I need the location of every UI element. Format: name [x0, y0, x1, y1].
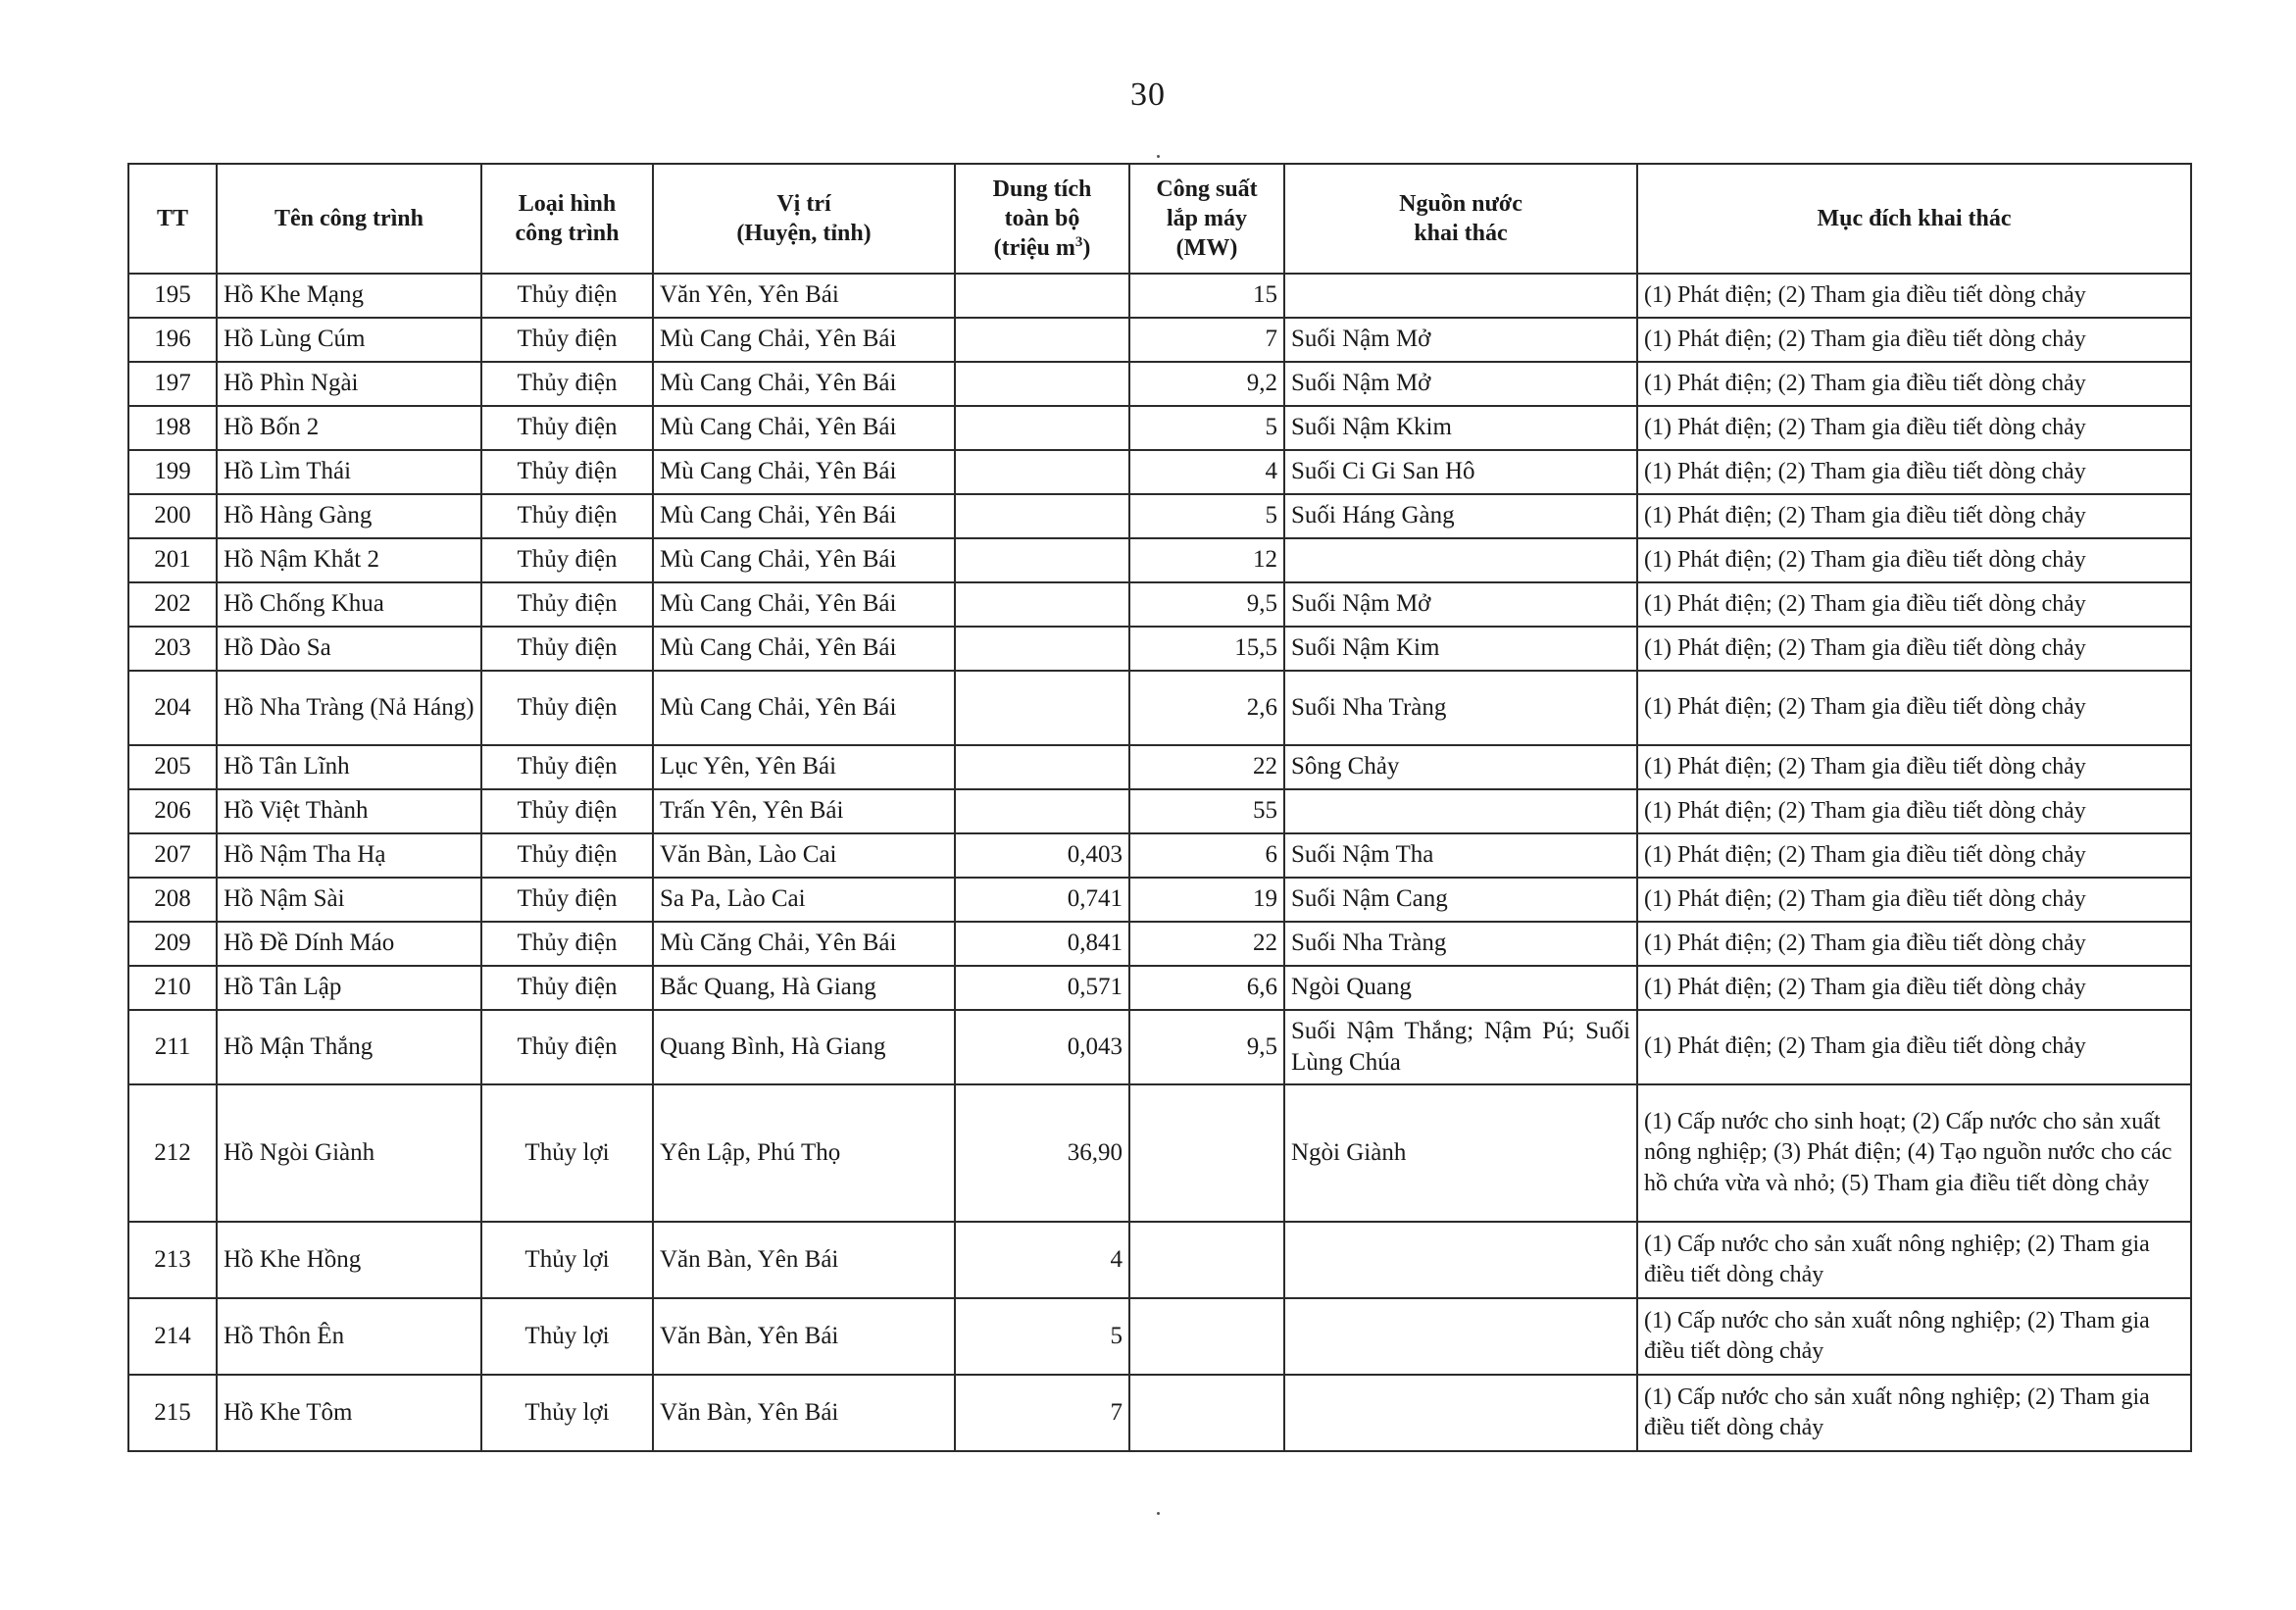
cell-purpose: (1) Phát điện; (2) Tham gia điều tiết dòng chảy — [1637, 878, 2191, 922]
header-location — [653, 164, 955, 274]
table-row — [128, 362, 2191, 406]
table-row — [128, 274, 2191, 318]
cell-location: Mù Cang Chải, Yên Bái — [653, 450, 955, 494]
cell-name: Hồ Nậm Sài — [217, 878, 481, 922]
table-body — [128, 274, 2191, 1451]
cell-source: Suối Nậm Kkim — [1284, 406, 1637, 450]
table-row — [128, 1010, 2191, 1084]
cell-type: Thủy điện — [481, 494, 653, 538]
cell-location: Mù Cang Chải, Yên Bái — [653, 494, 955, 538]
cell-capacity: 7 — [955, 1375, 1129, 1451]
cell-name: Hồ Mận Thắng — [217, 1010, 481, 1084]
header-type-line1: Loại hình — [518, 191, 617, 217]
header-type-line2: công trình — [515, 221, 620, 246]
cell-location: Mù Cang Chải, Yên Bái — [653, 406, 955, 450]
cell-purpose: (1) Phát điện; (2) Tham gia điều tiết dòng chảy — [1637, 671, 2191, 745]
cell-name: Hồ Nậm Khắt 2 — [217, 538, 481, 582]
cell-type: Thủy điện — [481, 406, 653, 450]
cell-location: Văn Bàn, Lào Cai — [653, 833, 955, 878]
table-row — [128, 1084, 2191, 1222]
cell-power: 5 — [1129, 406, 1284, 450]
cell-location: Bắc Quang, Hà Giang — [653, 966, 955, 1010]
header-power-line2: lắp máy — [1166, 206, 1247, 231]
cell-capacity: 36,90 — [955, 1084, 1129, 1222]
cell-location: Trấn Yên, Yên Bái — [653, 789, 955, 833]
cell-power — [1129, 1375, 1284, 1451]
table-row — [128, 966, 2191, 1010]
cell-type: Thủy điện — [481, 745, 653, 789]
cell-source: Suối Nha Tràng — [1284, 671, 1637, 745]
header-capacity — [955, 164, 1129, 274]
cell-type: Thủy điện — [481, 627, 653, 671]
cell-name: Hồ Tân Lập — [217, 966, 481, 1010]
cell-purpose: (1) Cấp nước cho sinh hoạt; (2) Cấp nước cho sản xuất nông nghiệp; (3) Phát điện; (4) Tạo nguồn nước cho các hồ chứa vừa và nhỏ; (5) Tham gia điều tiết dòng chảy — [1637, 1084, 2191, 1222]
cell-source: Suối Ci Gi San Hô — [1284, 450, 1637, 494]
cell-type: Thủy điện — [481, 878, 653, 922]
cell-purpose: (1) Phát điện; (2) Tham gia điều tiết dòng chảy — [1637, 318, 2191, 362]
cell-type: Thủy điện — [481, 362, 653, 406]
header-capacity-line2: toàn bộ — [1004, 206, 1080, 231]
table-row — [128, 450, 2191, 494]
cell-capacity: 5 — [955, 1298, 1129, 1375]
cell-source — [1284, 1222, 1637, 1298]
cell-source: Suối Nậm Kim — [1284, 627, 1637, 671]
cell-tt: 202 — [128, 582, 217, 627]
cell-capacity: 0,741 — [955, 878, 1129, 922]
cell-power: 12 — [1129, 538, 1284, 582]
cell-capacity: 4 — [955, 1222, 1129, 1298]
cell-tt: 206 — [128, 789, 217, 833]
cell-power: 7 — [1129, 318, 1284, 362]
cell-tt: 195 — [128, 274, 217, 318]
table-row — [128, 671, 2191, 745]
cell-tt: 207 — [128, 833, 217, 878]
cell-purpose: (1) Cấp nước cho sản xuất nông nghiệp; (2) Tham gia điều tiết dòng chảy — [1637, 1222, 2191, 1298]
cell-purpose: (1) Cấp nước cho sản xuất nông nghiệp; (2) Tham gia điều tiết dòng chảy — [1637, 1298, 2191, 1375]
cell-location: Văn Yên, Yên Bái — [653, 274, 955, 318]
cell-type: Thủy điện — [481, 1010, 653, 1084]
table-row — [128, 1222, 2191, 1298]
cell-power: 19 — [1129, 878, 1284, 922]
cell-type: Thủy điện — [481, 671, 653, 745]
scan-mark-bottom — [1157, 1512, 1160, 1515]
cell-location: Sa Pa, Lào Cai — [653, 878, 955, 922]
cell-source: Suối Nậm Mở — [1284, 362, 1637, 406]
cell-location: Mù Cang Chải, Yên Bái — [653, 671, 955, 745]
cell-location: Mù Căng Chải, Yên Bái — [653, 922, 955, 966]
table-row — [128, 745, 2191, 789]
cell-type: Thủy điện — [481, 274, 653, 318]
cell-name: Hồ Chống Khua — [217, 582, 481, 627]
cell-power: 4 — [1129, 450, 1284, 494]
cell-purpose: (1) Phát điện; (2) Tham gia điều tiết dòng chảy — [1637, 450, 2191, 494]
cell-tt: 211 — [128, 1010, 217, 1084]
cell-power — [1129, 1298, 1284, 1375]
cell-power: 9,5 — [1129, 582, 1284, 627]
cell-location: Yên Lập, Phú Thọ — [653, 1084, 955, 1222]
header-purpose: Mục đích khai thác — [1637, 164, 2191, 274]
header-source-line1: Nguồn nước — [1399, 191, 1522, 217]
table-row — [128, 1298, 2191, 1375]
cell-source: Suối Nha Tràng — [1284, 922, 1637, 966]
cell-power: 22 — [1129, 745, 1284, 789]
cell-capacity — [955, 274, 1129, 318]
cell-location: Văn Bàn, Yên Bái — [653, 1375, 955, 1451]
cell-power: 55 — [1129, 789, 1284, 833]
cell-source: Suối Nậm Tha — [1284, 833, 1637, 878]
table-row — [128, 789, 2191, 833]
cell-capacity — [955, 789, 1129, 833]
cell-tt: 197 — [128, 362, 217, 406]
header-type — [481, 164, 653, 274]
cell-capacity — [955, 745, 1129, 789]
cell-type: Thủy lợi — [481, 1375, 653, 1451]
cell-purpose: (1) Cấp nước cho sản xuất nông nghiệp; (2) Tham gia điều tiết dòng chảy — [1637, 1375, 2191, 1451]
cell-power: 15 — [1129, 274, 1284, 318]
scan-mark-top — [1157, 155, 1160, 158]
cell-location: Mù Cang Chải, Yên Bái — [653, 582, 955, 627]
cell-name: Hồ Đề Dính Máo — [217, 922, 481, 966]
cell-location: Văn Bàn, Yên Bái — [653, 1222, 955, 1298]
cell-tt: 201 — [128, 538, 217, 582]
table-row — [128, 878, 2191, 922]
cell-tt: 199 — [128, 450, 217, 494]
cell-purpose: (1) Phát điện; (2) Tham gia điều tiết dòng chảy — [1637, 274, 2191, 318]
cell-source: Ngòi Giành — [1284, 1084, 1637, 1222]
cell-type: Thủy điện — [481, 922, 653, 966]
cell-type: Thủy lợi — [481, 1222, 653, 1298]
cell-capacity — [955, 494, 1129, 538]
cell-tt: 214 — [128, 1298, 217, 1375]
cell-power — [1129, 1084, 1284, 1222]
cell-tt: 198 — [128, 406, 217, 450]
page-number: 30 — [1130, 76, 1166, 113]
cell-location: Mù Cang Chải, Yên Bái — [653, 318, 955, 362]
cell-location: Quang Bình, Hà Giang — [653, 1010, 955, 1084]
cell-location: Văn Bàn, Yên Bái — [653, 1298, 955, 1375]
cell-power — [1129, 1222, 1284, 1298]
cell-capacity — [955, 627, 1129, 671]
cell-capacity: 0,841 — [955, 922, 1129, 966]
cell-source: Suối Nậm Mở — [1284, 318, 1637, 362]
cell-source — [1284, 274, 1637, 318]
cell-capacity: 0,403 — [955, 833, 1129, 878]
cell-location: Mù Cang Chải, Yên Bái — [653, 538, 955, 582]
cell-name: Hồ Nậm Tha Hạ — [217, 833, 481, 878]
cell-capacity — [955, 362, 1129, 406]
cell-purpose: (1) Phát điện; (2) Tham gia điều tiết dòng chảy — [1637, 745, 2191, 789]
cell-name: Hồ Hàng Gàng — [217, 494, 481, 538]
cell-name: Hồ Bốn 2 — [217, 406, 481, 450]
cell-power: 15,5 — [1129, 627, 1284, 671]
cell-capacity — [955, 671, 1129, 745]
cell-tt: 205 — [128, 745, 217, 789]
cell-name: Hồ Thôn Ên — [217, 1298, 481, 1375]
cell-location: Mù Cang Chải, Yên Bái — [653, 362, 955, 406]
cell-tt: 200 — [128, 494, 217, 538]
cell-purpose: (1) Phát điện; (2) Tham gia điều tiết dòng chảy — [1637, 362, 2191, 406]
cell-type: Thủy điện — [481, 318, 653, 362]
header-location-line2: (Huyện, tỉnh) — [736, 221, 872, 246]
cell-location: Mù Cang Chải, Yên Bái — [653, 627, 955, 671]
cell-name: Hồ Việt Thành — [217, 789, 481, 833]
table-row — [128, 494, 2191, 538]
cell-name: Hồ Khe Hồng — [217, 1222, 481, 1298]
cell-tt: 204 — [128, 671, 217, 745]
cell-type: Thủy lợi — [481, 1084, 653, 1222]
cell-type: Thủy điện — [481, 833, 653, 878]
cell-tt: 212 — [128, 1084, 217, 1222]
cell-power: 9,2 — [1129, 362, 1284, 406]
header-name: Tên công trình — [217, 164, 481, 274]
cell-purpose: (1) Phát điện; (2) Tham gia điều tiết dòng chảy — [1637, 627, 2191, 671]
cell-name: Hồ Dào Sa — [217, 627, 481, 671]
cell-source — [1284, 1375, 1637, 1451]
cell-type: Thủy điện — [481, 450, 653, 494]
cell-purpose: (1) Phát điện; (2) Tham gia điều tiết dòng chảy — [1637, 582, 2191, 627]
header-source — [1284, 164, 1637, 274]
cell-tt: 215 — [128, 1375, 217, 1451]
cell-name: Hồ Nha Tràng (Nả Háng) — [217, 671, 481, 745]
cell-type: Thủy điện — [481, 966, 653, 1010]
table-header-row — [128, 164, 2191, 274]
cell-tt: 196 — [128, 318, 217, 362]
cell-type: Thủy lợi — [481, 1298, 653, 1375]
header-power — [1129, 164, 1284, 274]
cell-source: Suối Nậm Mở — [1284, 582, 1637, 627]
cell-capacity — [955, 450, 1129, 494]
table-row — [128, 922, 2191, 966]
cell-source — [1284, 789, 1637, 833]
cell-power: 6,6 — [1129, 966, 1284, 1010]
header-location-line1: Vị trí — [776, 191, 831, 217]
cell-tt: 203 — [128, 627, 217, 671]
table-row — [128, 406, 2191, 450]
header-capacity-line1: Dung tích — [992, 176, 1092, 202]
cell-name: Hồ Khe Tôm — [217, 1375, 481, 1451]
cell-source: Suối Háng Gàng — [1284, 494, 1637, 538]
header-capacity-line3: (triệu m — [993, 235, 1075, 261]
cell-tt: 213 — [128, 1222, 217, 1298]
cell-purpose: (1) Phát điện; (2) Tham gia điều tiết dòng chảy — [1637, 538, 2191, 582]
cell-source: Suối Nậm Thắng; Nậm Pú; Suối Lùng Chúa — [1284, 1010, 1637, 1084]
cell-source — [1284, 538, 1637, 582]
cell-name: Hồ Lìm Thái — [217, 450, 481, 494]
cell-type: Thủy điện — [481, 538, 653, 582]
cell-capacity — [955, 406, 1129, 450]
cell-name: Hồ Lùng Cúm — [217, 318, 481, 362]
cell-power: 2,6 — [1129, 671, 1284, 745]
cell-name: Hồ Phìn Ngài — [217, 362, 481, 406]
cell-capacity — [955, 582, 1129, 627]
cell-power: 5 — [1129, 494, 1284, 538]
table-row — [128, 538, 2191, 582]
table-row — [128, 582, 2191, 627]
header-source-line2: khai thác — [1414, 221, 1508, 246]
cell-capacity — [955, 318, 1129, 362]
header-power-line1: Công suất — [1156, 176, 1258, 202]
cell-type: Thủy điện — [481, 582, 653, 627]
cell-name: Hồ Ngòi Giành — [217, 1084, 481, 1222]
header-tt: TT — [128, 164, 217, 274]
cell-purpose: (1) Phát điện; (2) Tham gia điều tiết dòng chảy — [1637, 494, 2191, 538]
cell-name: Hồ Tân Lĩnh — [217, 745, 481, 789]
cell-purpose: (1) Phát điện; (2) Tham gia điều tiết dòng chảy — [1637, 966, 2191, 1010]
cell-name: Hồ Khe Mạng — [217, 274, 481, 318]
table-row — [128, 1375, 2191, 1451]
cell-type: Thủy điện — [481, 789, 653, 833]
cell-source: Sông Chảy — [1284, 745, 1637, 789]
cell-power: 22 — [1129, 922, 1284, 966]
cell-purpose: (1) Phát điện; (2) Tham gia điều tiết dòng chảy — [1637, 789, 2191, 833]
header-power-line3: (MW) — [1175, 235, 1238, 261]
table-row — [128, 318, 2191, 362]
header-capacity-sup: 3 — [1074, 234, 1083, 250]
cell-purpose: (1) Phát điện; (2) Tham gia điều tiết dòng chảy — [1637, 1010, 2191, 1084]
cell-source — [1284, 1298, 1637, 1375]
header-capacity-close: ) — [1082, 235, 1091, 261]
cell-location: Lục Yên, Yên Bái — [653, 745, 955, 789]
cell-capacity — [955, 538, 1129, 582]
cell-source: Ngòi Quang — [1284, 966, 1637, 1010]
cell-tt: 208 — [128, 878, 217, 922]
cell-source: Suối Nậm Cang — [1284, 878, 1637, 922]
table-row — [128, 833, 2191, 878]
cell-capacity: 0,571 — [955, 966, 1129, 1010]
cell-tt: 210 — [128, 966, 217, 1010]
cell-capacity: 0,043 — [955, 1010, 1129, 1084]
cell-tt: 209 — [128, 922, 217, 966]
reservoir-table — [127, 163, 2192, 1452]
cell-power: 6 — [1129, 833, 1284, 878]
cell-purpose: (1) Phát điện; (2) Tham gia điều tiết dòng chảy — [1637, 833, 2191, 878]
cell-purpose: (1) Phát điện; (2) Tham gia điều tiết dòng chảy — [1637, 922, 2191, 966]
cell-purpose: (1) Phát điện; (2) Tham gia điều tiết dòng chảy — [1637, 406, 2191, 450]
cell-power: 9,5 — [1129, 1010, 1284, 1084]
table-row — [128, 627, 2191, 671]
